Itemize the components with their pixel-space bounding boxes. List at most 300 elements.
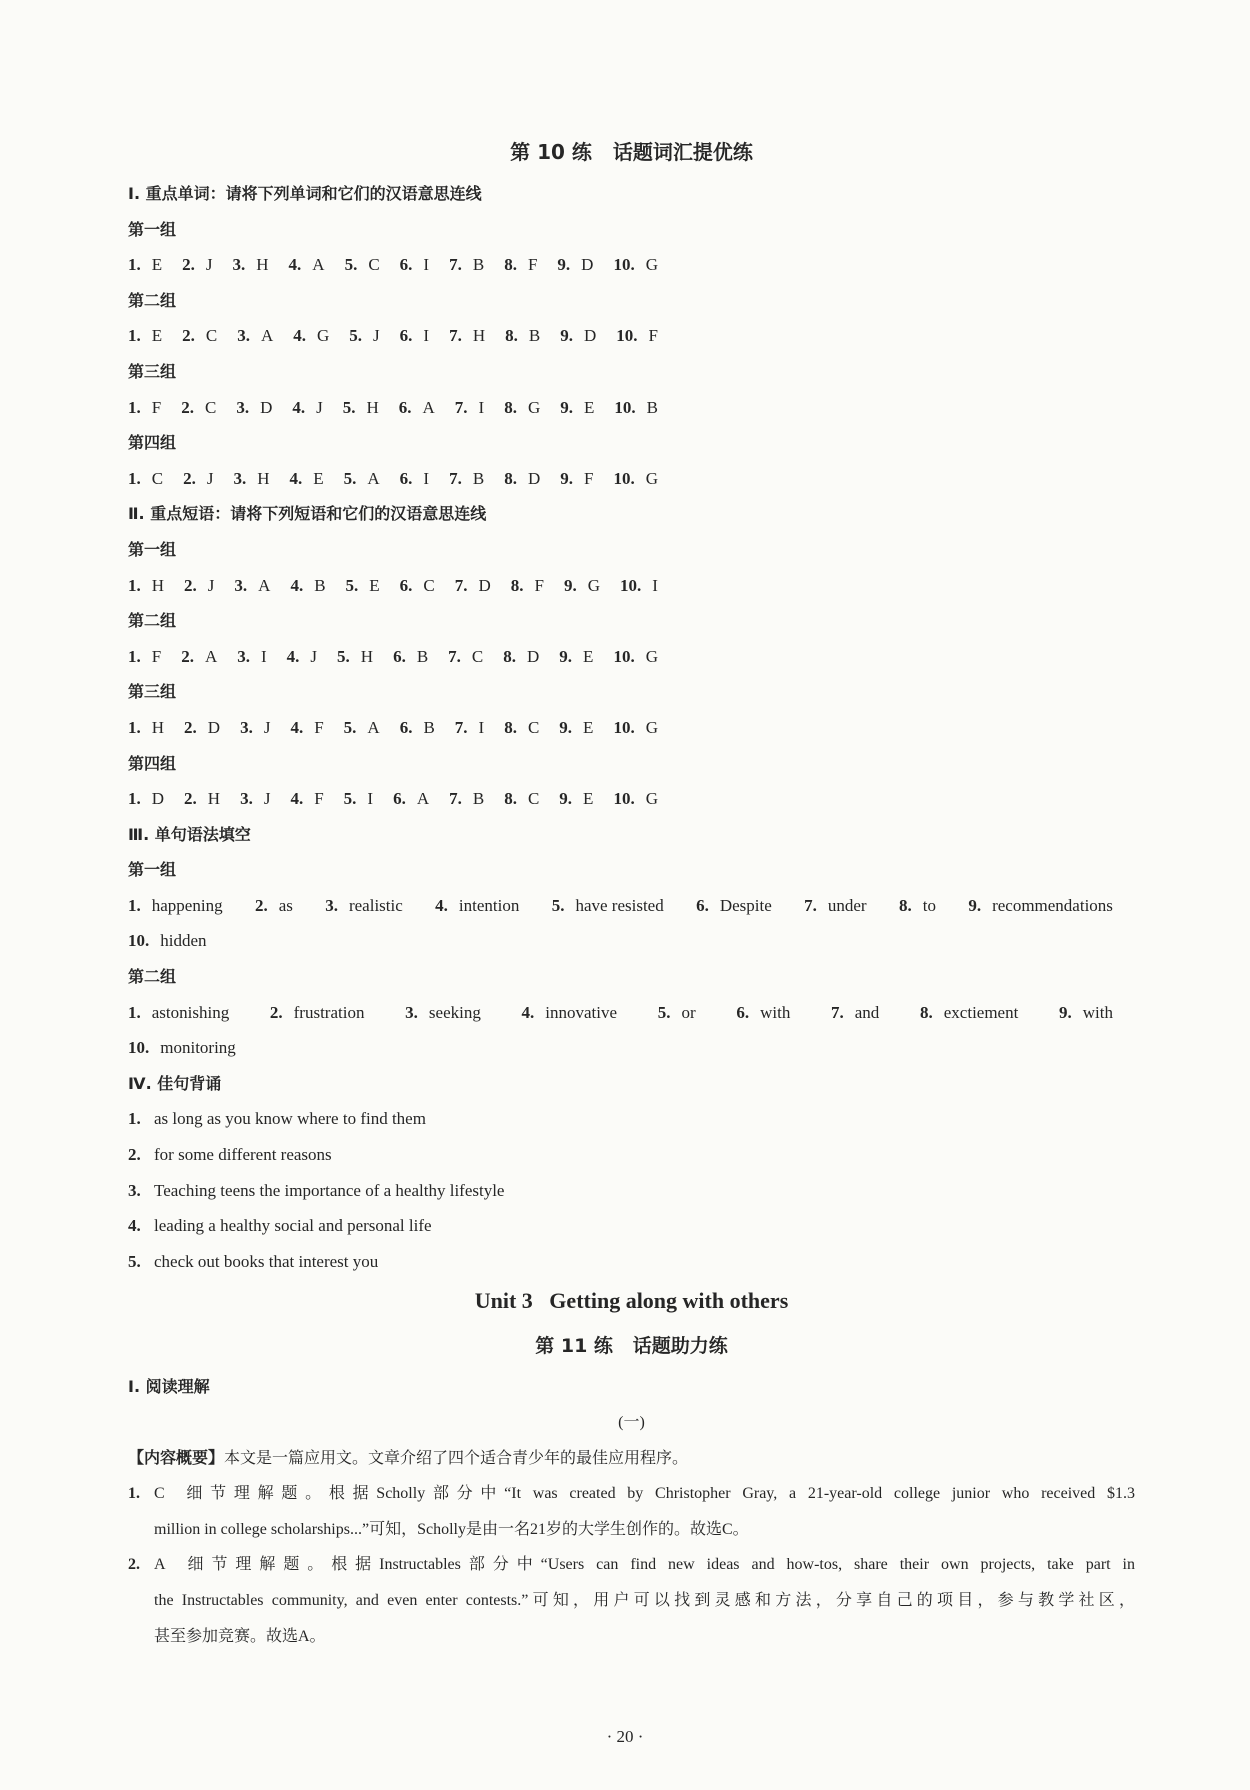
- item-number: 9.: [559, 717, 573, 737]
- item-number: 4.: [293, 326, 307, 346]
- item-answer: J: [373, 326, 380, 346]
- answer-item: [234, 568, 270, 604]
- lesson-10-title: 第 10 练 话题词汇提优练: [510, 140, 753, 164]
- item-number: 8.: [505, 326, 518, 346]
- item-answer: G: [587, 575, 601, 595]
- item-answer: E: [583, 789, 594, 809]
- answer-item: [399, 390, 435, 426]
- answer-item: [1059, 995, 1113, 1031]
- item-answer: G: [645, 468, 658, 488]
- item-answer: happening: [151, 895, 223, 915]
- item-number: 9.: [559, 646, 573, 666]
- item-number: 4.: [286, 646, 300, 666]
- item-answer: with: [760, 1002, 791, 1022]
- item-answer: H: [472, 326, 486, 346]
- item-answer: I: [423, 468, 430, 488]
- item-answer: I: [423, 255, 430, 275]
- item-number: 1.: [128, 895, 141, 915]
- explanation-line: the Instructables community, and even enter contests.”可知，用户可以找到灵感和方法，分享自己的项目，参与教学社区，: [154, 1591, 1135, 1609]
- item-number: 6.: [399, 255, 413, 275]
- answer-item: [343, 390, 379, 426]
- item-answer: H: [360, 646, 374, 666]
- item-number: 3.: [325, 895, 338, 915]
- item-answer: frustration: [293, 1002, 365, 1022]
- item-answer: have resisted: [575, 895, 664, 915]
- answer-item: [658, 995, 696, 1031]
- answer-item: [128, 888, 223, 924]
- sentence-text: for some different reasons: [154, 1145, 332, 1165]
- item-answer: H: [151, 717, 165, 737]
- answer-item: [400, 247, 429, 283]
- item-answer: J: [207, 575, 215, 595]
- answer-item: [736, 995, 790, 1031]
- question-number: 1.: [128, 1485, 140, 1503]
- item-number: 10.: [616, 326, 638, 346]
- item-number: 8.: [504, 255, 517, 275]
- item-number: 1.: [128, 789, 141, 809]
- section-2: [128, 496, 1135, 816]
- item-answer: J: [263, 789, 271, 809]
- section-heading: Ⅰ. 重点单词：请将下列单词和它们的汉语意思连线: [128, 184, 482, 203]
- item-answer: I: [423, 326, 430, 346]
- item-answer: C: [151, 468, 164, 488]
- answer-item: [344, 461, 380, 497]
- item-number: 2.: [128, 1145, 141, 1165]
- item-number: 7.: [454, 397, 468, 417]
- item-number: 5.: [128, 1251, 141, 1271]
- answer-item: [400, 568, 435, 604]
- section-1: [128, 176, 1135, 496]
- answer-item: [616, 318, 658, 354]
- answer-item: [128, 639, 161, 675]
- answer-item: [237, 318, 273, 354]
- answer-item: [184, 781, 220, 817]
- section-3: [128, 817, 1135, 1066]
- answer-item: [449, 781, 484, 817]
- item-number: 2.: [182, 255, 195, 275]
- item-answer: I: [652, 575, 658, 595]
- answer-item: [559, 639, 593, 675]
- answer-item: [559, 781, 593, 817]
- answer-item: [292, 390, 322, 426]
- answer-item: [504, 781, 539, 817]
- answer-item: [400, 461, 429, 497]
- item-number: 6.: [393, 646, 406, 666]
- answer-item: [128, 781, 164, 817]
- answer-item: [613, 710, 658, 746]
- item-number: 7.: [831, 1002, 844, 1022]
- item-number: 9.: [1059, 1002, 1072, 1022]
- item-number: 5.: [551, 895, 565, 915]
- item-number: 2.: [254, 895, 268, 915]
- item-number: 3.: [405, 1002, 418, 1022]
- item-number: 6.: [399, 326, 413, 346]
- item-answer: E: [151, 255, 163, 275]
- item-answer: A: [367, 717, 380, 737]
- section-heading: Ⅲ. 单句语法填空: [128, 824, 251, 844]
- item-number: 7.: [449, 789, 462, 809]
- item-answer: C: [204, 397, 217, 417]
- item-number: 4.: [290, 575, 304, 595]
- item-answer: C: [205, 326, 218, 346]
- item-number: 5.: [337, 646, 350, 666]
- item-answer: B: [528, 326, 541, 346]
- answer-item: [337, 639, 373, 675]
- item-answer: A: [422, 397, 435, 417]
- answer-item: [831, 995, 879, 1031]
- answer-row: [128, 318, 1135, 354]
- answer-item: [613, 639, 658, 675]
- answer-item: [696, 888, 772, 924]
- answer-item: [557, 247, 593, 283]
- summary-paragraph: [128, 1441, 1135, 1477]
- item-number: 6.: [399, 468, 413, 488]
- answer-item: [183, 461, 213, 497]
- answer-item: [290, 461, 324, 497]
- answer-item: [182, 247, 212, 283]
- item-number: 1.: [128, 717, 141, 737]
- item-number: 10.: [620, 575, 642, 595]
- answer-item: [289, 247, 325, 283]
- answer-item: [504, 461, 540, 497]
- answer-item: [400, 318, 429, 354]
- item-number: 1.: [128, 397, 141, 417]
- item-number: 3.: [234, 575, 248, 595]
- item-number: 7.: [448, 646, 461, 666]
- item-answer: D: [260, 397, 273, 417]
- explanation-body: [154, 1547, 1135, 1654]
- item-number: 2.: [181, 397, 194, 417]
- item-answer: B: [416, 646, 429, 666]
- group-label: 第一组: [128, 860, 177, 880]
- item-answer: I: [478, 397, 485, 417]
- sentence-text: Teaching teens the importance of a healthy lifestyle: [154, 1180, 505, 1200]
- item-number: 2.: [181, 646, 194, 666]
- answer-item: [344, 781, 373, 817]
- item-answer: J: [205, 255, 213, 275]
- item-number: 6.: [398, 397, 412, 417]
- answer-item: [344, 710, 380, 746]
- item-answer: seeking: [428, 1002, 481, 1022]
- item-answer: E: [583, 646, 594, 666]
- answer-item: [504, 247, 537, 283]
- item-answer: D: [151, 789, 165, 809]
- group-label: 第二组: [128, 967, 177, 987]
- item-number: 1.: [128, 646, 141, 666]
- passage-label: (一): [618, 1414, 645, 1431]
- answer-item: [233, 461, 269, 497]
- answer-item: [128, 1030, 236, 1066]
- item-number: 4.: [292, 397, 306, 417]
- item-answer: H: [256, 255, 269, 275]
- item-number: 4.: [521, 1002, 535, 1022]
- item-answer: H: [257, 468, 270, 488]
- answer-item: [920, 995, 1018, 1031]
- item-answer: intention: [458, 895, 520, 915]
- item-number: 7.: [804, 895, 817, 915]
- item-number: 1.: [128, 1002, 141, 1022]
- item-answer: hidden: [160, 931, 207, 951]
- answer-item: [613, 781, 658, 817]
- sentence-item: [128, 1173, 1135, 1209]
- item-answer: J: [206, 468, 214, 488]
- item-answer: D: [583, 326, 597, 346]
- answer-row: [128, 568, 1135, 604]
- item-answer: F: [648, 326, 658, 346]
- item-answer: recommendations: [992, 895, 1113, 915]
- group-label: 第二组: [128, 290, 177, 310]
- answer-item: [511, 568, 544, 604]
- item-answer: under: [827, 895, 867, 915]
- section-4: [128, 1066, 1135, 1280]
- item-answer: I: [478, 717, 485, 737]
- answer-letter: A: [154, 1556, 166, 1574]
- answer-item: [237, 639, 266, 675]
- section-heading: Ⅰ. 阅读理解: [128, 1377, 210, 1397]
- item-answer: Despite: [719, 895, 772, 915]
- item-number: 10.: [614, 397, 636, 417]
- answer-item: [449, 461, 484, 497]
- answer-item: [325, 888, 403, 924]
- answer-item: [449, 318, 485, 354]
- item-answer: or: [681, 1002, 696, 1022]
- item-answer: monitoring: [160, 1038, 236, 1058]
- item-number: 7.: [454, 575, 468, 595]
- item-answer: B: [646, 397, 658, 417]
- answer-item: [128, 710, 164, 746]
- item-answer: A: [260, 326, 274, 346]
- item-number: 3.: [233, 468, 247, 488]
- answer-explanation: [128, 1476, 1135, 1547]
- item-number: 3.: [236, 397, 250, 417]
- group-label: 第三组: [128, 682, 177, 702]
- item-number: 10.: [128, 1038, 150, 1058]
- item-answer: G: [645, 717, 658, 737]
- item-number: 8.: [504, 717, 517, 737]
- item-number: 1.: [128, 575, 141, 595]
- item-number: 9.: [560, 468, 573, 488]
- answer-row: [128, 461, 1135, 497]
- item-answer: B: [472, 255, 485, 275]
- item-answer: E: [583, 397, 595, 417]
- item-answer: J: [316, 397, 323, 417]
- item-answer: D: [478, 575, 491, 595]
- sentence-item: [128, 1137, 1135, 1173]
- answer-item: [503, 639, 539, 675]
- answer-item: [564, 568, 600, 604]
- answer-item: [345, 247, 380, 283]
- answer-item: [128, 318, 162, 354]
- answer-item: [613, 461, 658, 497]
- group-label: 第四组: [128, 433, 177, 453]
- answer-item: [405, 995, 481, 1031]
- item-answer: I: [367, 789, 374, 809]
- group-label: 第二组: [128, 611, 177, 631]
- item-number: 10.: [613, 255, 635, 275]
- item-number: 4.: [435, 895, 448, 915]
- question-number: 2.: [128, 1556, 140, 1574]
- explanation-text: 细节理解题。根据Scholly部分中“It was created by Christopher Gray, a 21-year-old college junior who received $1.3: [178, 1485, 1135, 1503]
- answer-item: [240, 781, 270, 817]
- answer-row: [128, 781, 1135, 817]
- item-answer: astonishing: [151, 1002, 230, 1022]
- item-number: 10.: [613, 717, 635, 737]
- item-answer: H: [151, 575, 165, 595]
- answer-item: [128, 247, 162, 283]
- answer-item: [613, 247, 658, 283]
- answer-row: [128, 1030, 1135, 1066]
- answer-item: [455, 568, 491, 604]
- answer-item: [290, 781, 323, 817]
- item-answer: D: [527, 468, 541, 488]
- answer-row: [128, 923, 1135, 959]
- item-number: 2.: [184, 575, 197, 595]
- item-number: 3.: [240, 789, 253, 809]
- explanation-text: 细节理解题。根据Instructables部分中“Users can find new ideas and how-tos, share their own projects, take part in: [179, 1556, 1135, 1574]
- answer-item: [182, 318, 217, 354]
- section-heading: Ⅳ. 佳句背诵: [128, 1073, 222, 1093]
- answer-row: [128, 639, 1135, 675]
- item-number: 8.: [920, 1002, 933, 1022]
- item-number: 9.: [560, 326, 573, 346]
- item-answer: E: [313, 468, 324, 488]
- item-number: 8.: [510, 575, 524, 595]
- answer-letter: C: [154, 1485, 165, 1503]
- sentence-text: check out books that interest you: [154, 1251, 379, 1271]
- answer-item: [504, 390, 540, 426]
- item-answer: C: [423, 575, 435, 595]
- item-number: 5.: [342, 397, 356, 417]
- item-number: 3.: [240, 717, 253, 737]
- item-number: 10.: [613, 646, 635, 666]
- answer-item: [455, 390, 484, 426]
- answer-item: [270, 995, 365, 1031]
- answer-item: [435, 888, 519, 924]
- answer-item: [287, 639, 317, 675]
- item-answer: B: [423, 717, 435, 737]
- answer-row: [128, 995, 1113, 1031]
- answer-item: [455, 710, 484, 746]
- item-number: 5.: [657, 1002, 671, 1022]
- item-number: 4.: [289, 468, 303, 488]
- item-number: 1.: [128, 326, 141, 346]
- answer-item: [393, 639, 428, 675]
- item-answer: G: [317, 326, 330, 346]
- item-number: 2.: [184, 789, 197, 809]
- item-answer: B: [472, 468, 485, 488]
- item-number: 10.: [128, 931, 150, 951]
- item-number: 2.: [269, 1002, 283, 1022]
- item-number: 8.: [503, 646, 517, 666]
- item-number: 3.: [128, 1180, 141, 1200]
- item-answer: D: [581, 255, 594, 275]
- answer-explanation: [128, 1547, 1135, 1654]
- item-answer: E: [151, 326, 163, 346]
- item-answer: realistic: [348, 895, 403, 915]
- page-content: [128, 132, 1135, 1654]
- item-answer: to: [922, 895, 936, 915]
- item-answer: C: [471, 646, 484, 666]
- answer-item: [560, 461, 593, 497]
- item-number: 1.: [128, 1109, 141, 1129]
- item-number: 3.: [232, 255, 246, 275]
- answer-item: [393, 781, 429, 817]
- item-answer: and: [854, 1002, 880, 1022]
- item-answer: A: [312, 255, 325, 275]
- item-number: 3.: [237, 646, 250, 666]
- answer-item: [968, 888, 1113, 924]
- answer-item: [181, 639, 217, 675]
- unit-title: Unit 3 Getting along with others: [474, 1288, 789, 1314]
- summary-label: 【内容概要】: [128, 1449, 225, 1467]
- answer-item: [184, 568, 214, 604]
- item-answer: A: [258, 575, 271, 595]
- item-answer: C: [527, 789, 540, 809]
- item-answer: A: [204, 646, 218, 666]
- item-answer: E: [369, 575, 380, 595]
- answer-item: [233, 247, 269, 283]
- item-answer: A: [416, 789, 430, 809]
- item-number: 10.: [613, 468, 635, 488]
- answer-item: [552, 888, 664, 924]
- group-label: 第三组: [128, 361, 177, 381]
- item-answer: F: [314, 789, 324, 809]
- item-number: 8.: [504, 397, 517, 417]
- answer-item: [290, 710, 323, 746]
- item-answer: H: [207, 789, 221, 809]
- item-number: 4.: [128, 1216, 141, 1236]
- answer-item: [504, 710, 539, 746]
- item-answer: B: [472, 789, 485, 809]
- section-heading: Ⅱ. 重点短语：请将下列短语和它们的汉语意思连线: [128, 504, 487, 524]
- item-number: 1.: [128, 468, 141, 488]
- item-number: 6.: [696, 895, 709, 915]
- answer-item: [400, 710, 435, 746]
- item-answer: J: [263, 717, 271, 737]
- item-answer: F: [151, 646, 162, 666]
- item-number: 7.: [449, 326, 462, 346]
- summary-text: 本文是一篇应用文。文章介绍了四个适合青少年的最佳应用程序。: [224, 1449, 689, 1467]
- answer-item: [240, 710, 270, 746]
- answer-item: [128, 995, 229, 1031]
- item-number: 5.: [343, 789, 357, 809]
- item-answer: F: [314, 717, 324, 737]
- lesson-10-sections: [128, 176, 1135, 1279]
- answer-row: [128, 390, 1135, 426]
- item-number: 4.: [290, 789, 304, 809]
- item-number: 5.: [343, 468, 357, 488]
- page-number: · 20 ·: [606, 1727, 644, 1746]
- item-number: 5.: [344, 255, 358, 275]
- item-answer: as: [278, 895, 293, 915]
- item-answer: F: [151, 397, 162, 417]
- item-answer: E: [583, 717, 594, 737]
- explanation-line: [154, 1476, 1135, 1512]
- item-answer: exctiement: [943, 1002, 1019, 1022]
- answer-item: [346, 568, 380, 604]
- item-number: 5.: [349, 326, 363, 346]
- item-answer: F: [534, 575, 545, 595]
- answer-item: [449, 247, 484, 283]
- item-number: 7.: [449, 468, 462, 488]
- item-number: 6.: [399, 575, 413, 595]
- answer-item: [128, 461, 163, 497]
- item-number: 5.: [343, 717, 357, 737]
- item-answer: G: [645, 789, 658, 809]
- item-answer: D: [207, 717, 221, 737]
- answer-item: [293, 318, 329, 354]
- lesson-11-title: 第 11 练 话题助力练: [535, 1335, 728, 1358]
